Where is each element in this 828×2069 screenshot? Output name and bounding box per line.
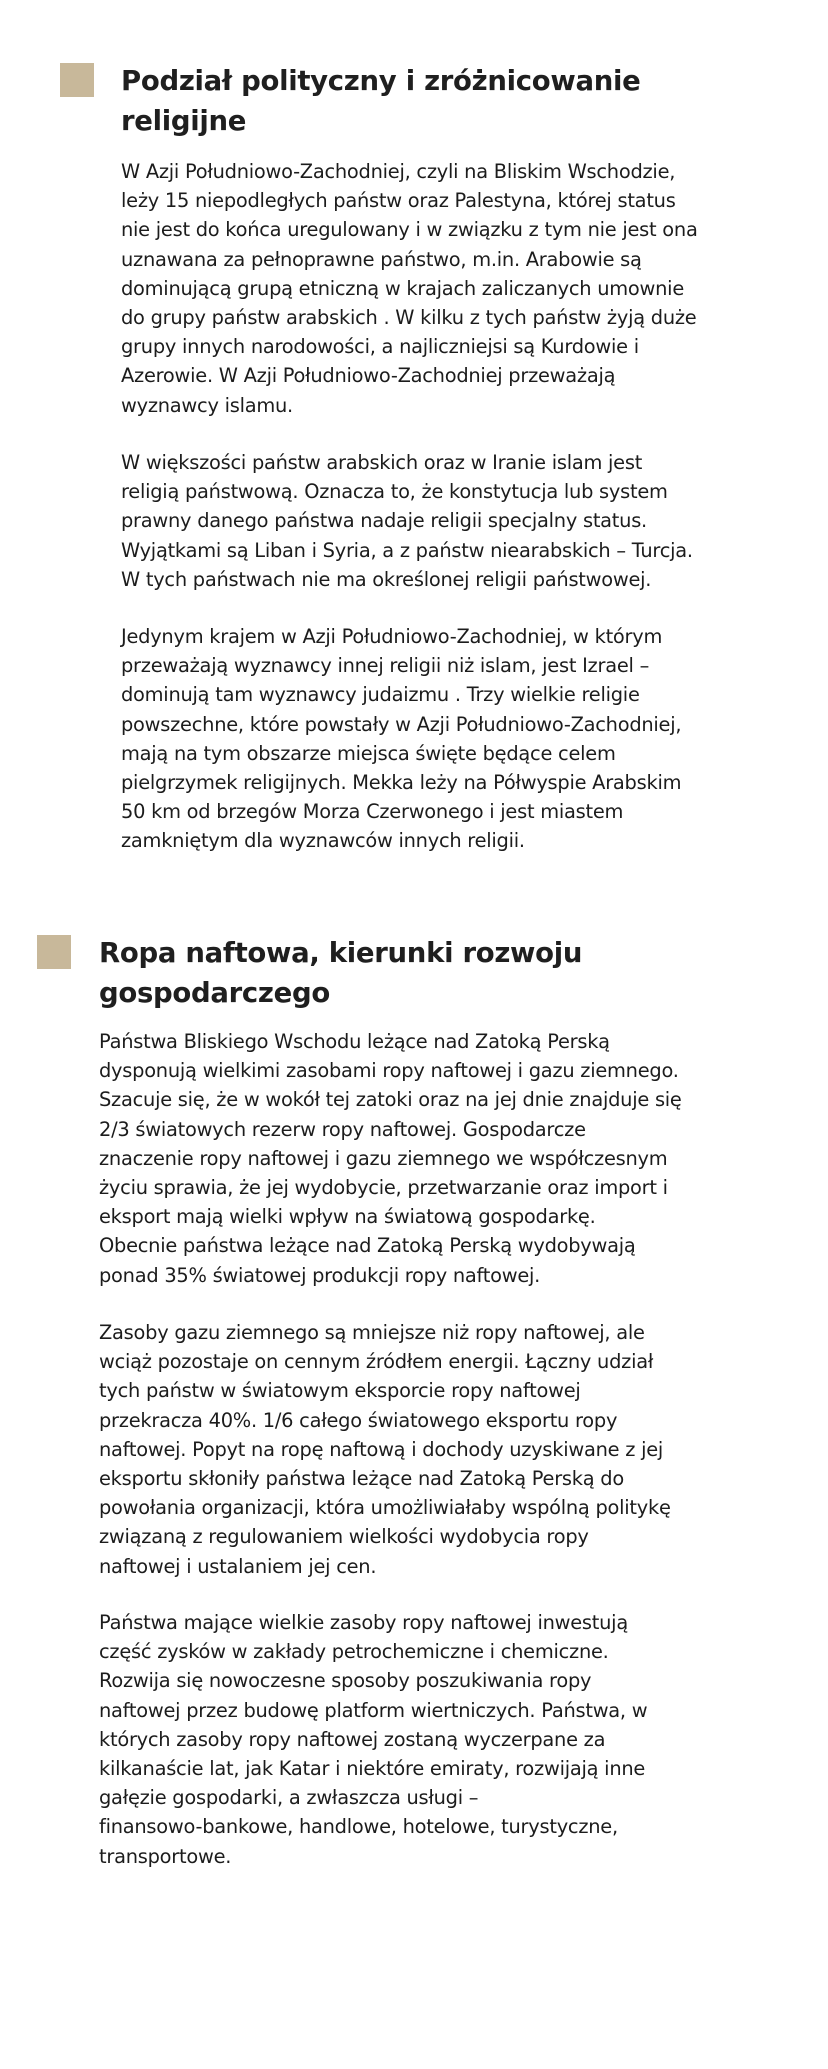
text-line: przekracza 40%. 1/6 całego światowego eksportu ropy bbox=[99, 1408, 618, 1432]
text-line: 2/3 światowych rezerw ropy naftowej. Gospodarcze bbox=[99, 1117, 586, 1141]
text-line: eksport mają wielki wpływ na światową gospodarkę. bbox=[99, 1205, 596, 1229]
section-heading bbox=[121, 61, 761, 141]
text-line: wyznawcy islamu. bbox=[121, 393, 293, 417]
paragraph bbox=[99, 1608, 647, 1871]
text-line: Państwa mające wielkie zasoby ropy naftowej inwestują bbox=[99, 1611, 628, 1634]
text-line: zamkniętym dla wyznawców innych religii. bbox=[121, 829, 525, 853]
section-heading bbox=[99, 933, 739, 1013]
text-line: pielgrzymek religijnych. Mekka leży na Półwyspie Arabskim bbox=[121, 771, 682, 795]
text-line: wciąż pozostaje on cennym źródłem energii. Łączny udział bbox=[99, 1350, 654, 1374]
text-line: prawny danego państwa nadaje religii specjalny status. bbox=[121, 509, 647, 533]
text-line: nie jest do końca uregulowany i w związku z tym nie jest ona bbox=[121, 218, 698, 242]
text-line: grupy innych narodowości, a najliczniejsi są Kurdowie i bbox=[121, 335, 639, 359]
text-line: naftowej i ustalaniem jej cen. bbox=[99, 1554, 377, 1578]
text-line: Obecnie państwa leżące nad Zatoką Perską wydobywają bbox=[99, 1234, 636, 1258]
text-line: finansowo-bankowe, handlowe, hotelowe, turystyczne, bbox=[99, 1815, 618, 1839]
text-line: ponad 35% światowej produkcji ropy naftowej. bbox=[99, 1263, 541, 1287]
text-line: dysponują wielkimi zasobami ropy naftowej i gazu ziemnego. bbox=[99, 1059, 679, 1083]
text-line: Azerowie. W Azji Południowo-Zachodniej przeważają bbox=[121, 364, 616, 388]
heading-line: religijne bbox=[121, 105, 247, 137]
text-line: Szacuje się, że w wokół tej zatoki oraz na jej dnie znajduje się bbox=[99, 1088, 682, 1112]
text-line: naftowej przez budowę platform wiertniczych. Państwa, w bbox=[99, 1698, 648, 1722]
text-line: religią państwową. Oznacza to, że konstytucja lub system bbox=[121, 480, 668, 504]
text-line: tych państw w światowym eksporcie ropy naftowej bbox=[99, 1379, 581, 1403]
text-line: których zasoby ropy naftowej zostaną wyczerpane za bbox=[99, 1727, 606, 1751]
text-line: część zysków w zakłady petrochemiczne i chemiczne. bbox=[99, 1640, 609, 1664]
text-line: transportowe. bbox=[99, 1844, 232, 1868]
paragraph bbox=[99, 1318, 671, 1581]
text-line: mają na tym obszarze miejsca święte będące celem bbox=[121, 741, 616, 765]
text-line: W tych państwach nie ma określonej religii państwowej. bbox=[121, 567, 652, 591]
section-marker-square bbox=[37, 935, 71, 969]
text-line: dominującą grupą etniczną w krajach zaliczanych umownie bbox=[121, 276, 684, 300]
text-line: kilkanaście lat, jak Katar i niektóre emiraty, rozwijają inne bbox=[99, 1757, 646, 1781]
text-line: Rozwija się nowoczesne sposoby poszukiwania ropy bbox=[99, 1669, 592, 1693]
heading-line: Ropa naftowa, kierunki rozwoju bbox=[99, 937, 583, 969]
text-line: powszechne, które powstały w Azji Południowo-Zachodniej, bbox=[121, 712, 682, 736]
text-line: W Azji Południowo-Zachodniej, czyli na Bliskim Wschodzie, bbox=[121, 160, 676, 183]
text-line: Państwa Bliskiego Wschodu leżące nad Zatoką Perską bbox=[99, 1030, 610, 1053]
heading-line: Podział polityczny i zróżnicowanie bbox=[121, 65, 641, 97]
text-line: Wyjątkami są Liban i Syria, a z państw niearabskich – Turcja. bbox=[121, 538, 693, 562]
text-line: związaną z regulowaniem wielkości wydobycia ropy bbox=[99, 1525, 589, 1549]
paragraph bbox=[121, 448, 693, 594]
text-line: W większości państw arabskich oraz w Iranie islam jest bbox=[121, 451, 643, 474]
text-line: znaczenie ropy naftowej i gazu ziemnego we współczesnym bbox=[99, 1146, 668, 1170]
text-line: przeważają wyznawcy innej religii niż islam, jest Izrael – bbox=[121, 654, 650, 678]
heading-line: gospodarczego bbox=[99, 977, 330, 1009]
text-line: Jedynym krajem w Azji Południowo-Zachodniej, w którym bbox=[121, 625, 663, 648]
text-line: uznawana za pełnoprawne państwo, m.in. Arabowie są bbox=[121, 247, 642, 271]
text-line: eksportu skłoniły państwa leżące nad Zatoką Perską do bbox=[99, 1467, 624, 1491]
paragraph bbox=[121, 157, 698, 420]
text-line: do grupy państw arabskich . W kilku z tych państw żyją duże bbox=[121, 306, 697, 330]
paragraph bbox=[121, 622, 681, 856]
text-line: 50 km od brzegów Morza Czerwonego i jest miastem bbox=[121, 800, 624, 824]
text-line: Zasoby gazu ziemnego są mniejsze niż ropy naftowej, ale bbox=[99, 1321, 645, 1344]
text-line: dominują tam wyznawcy judaizmu . Trzy wielkie religie bbox=[121, 683, 640, 707]
section-marker-square bbox=[60, 63, 94, 97]
text-line: powołania organizacji, która umożliwiałaby wspólną politykę bbox=[99, 1496, 671, 1520]
text-line: naftowej. Popyt na ropę naftową i dochody uzyskiwane z jej bbox=[99, 1437, 664, 1461]
text-line: gałęzie gospodarki, a zwłaszcza usługi – bbox=[99, 1786, 479, 1810]
text-line: leży 15 niepodległych państw oraz Palestyna, której status bbox=[121, 189, 676, 213]
text-line: życiu sprawia, że jej wydobycie, przetwarzanie oraz import i bbox=[99, 1176, 668, 1200]
paragraph bbox=[99, 1027, 682, 1290]
